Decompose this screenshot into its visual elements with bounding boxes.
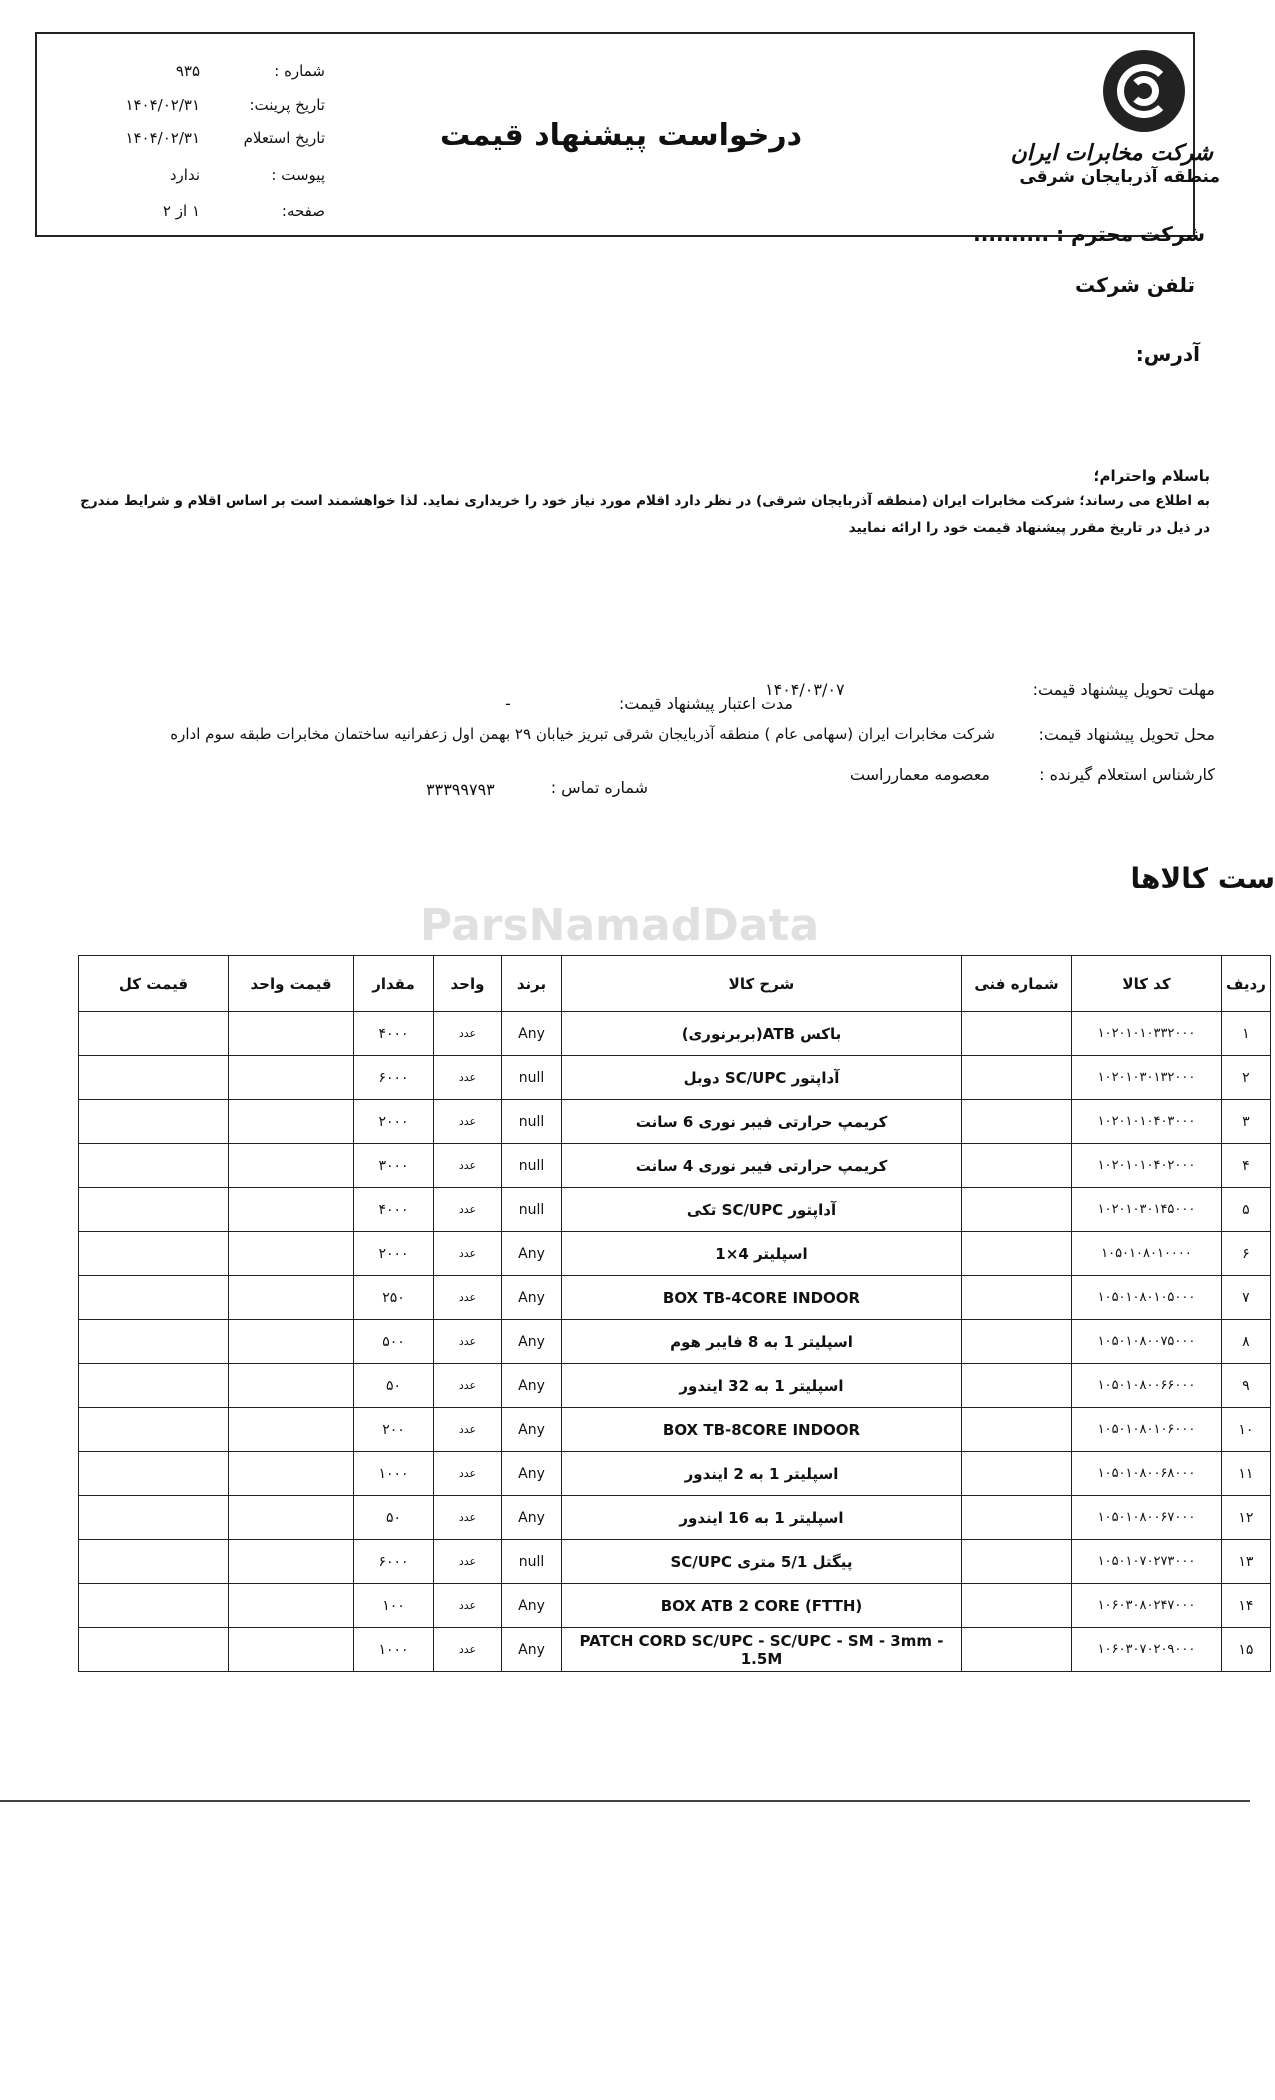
cell-desc: PATCH CORD SC/UPC - SC/UPC - SM - 3mm - 1.5M: [562, 1628, 962, 1672]
table-row: [79, 1496, 1271, 1540]
cell-brand: null: [502, 1056, 562, 1100]
cell-unit: عدد: [434, 1628, 502, 1672]
cell-row: ۷: [1222, 1276, 1271, 1320]
cell-desc: کریمپ حرارتی فیبر نوری 6 سانت: [562, 1100, 962, 1144]
header-code: کد کالا: [1072, 956, 1222, 1012]
cell-qty: ۴۰۰۰: [354, 1188, 434, 1232]
cell-row: ۲: [1222, 1056, 1271, 1100]
header-brand: برند: [502, 956, 562, 1012]
cell-total: [79, 1188, 229, 1232]
cell-code: ۱۰۲۰۱۰۱۰۴۰۲۰۰۰: [1072, 1144, 1222, 1188]
cell-unit: عدد: [434, 1452, 502, 1496]
cell-row: ۱۴: [1222, 1584, 1271, 1628]
cell-code: ۱۰۶۰۳۰۷۰۲۰۹۰۰۰: [1072, 1628, 1222, 1672]
cell-brand: Any: [502, 1452, 562, 1496]
cell-brand: Any: [502, 1628, 562, 1672]
cell-desc: اسپلیتر 4×1: [562, 1232, 962, 1276]
cell-unit: عدد: [434, 1320, 502, 1364]
cell-qty: ۴۰۰۰: [354, 1012, 434, 1056]
cell-unit-price: [229, 1100, 354, 1144]
cell-unit-price: [229, 1144, 354, 1188]
delivery-label: محل تحویل پیشنهاد قیمت:: [1038, 725, 1215, 744]
watermark: ParsNamadData: [420, 900, 820, 951]
cell-total: [79, 1452, 229, 1496]
cell-desc: BOX TB-8CORE INDOOR: [562, 1408, 962, 1452]
cell-unit: عدد: [434, 1232, 502, 1276]
meta-label: شماره :: [274, 62, 325, 80]
cell-unit-price: [229, 1496, 354, 1540]
cell-total: [79, 1232, 229, 1276]
cell-brand: null: [502, 1100, 562, 1144]
cell-tech: [962, 1496, 1072, 1540]
cell-desc: کریمپ حرارتی فیبر نوری 4 سانت: [562, 1144, 962, 1188]
cell-brand: Any: [502, 1012, 562, 1056]
header-row: ردیف: [1222, 956, 1271, 1012]
cell-code: ۱۰۵۰۱۰۷۰۲۷۳۰۰۰: [1072, 1540, 1222, 1584]
cell-total: [79, 1628, 229, 1672]
meta-label: پیوست :: [271, 166, 325, 184]
cell-total: [79, 1100, 229, 1144]
cell-desc: اسپلیتر 1 به 8 فایبر هوم: [562, 1320, 962, 1364]
items-table: [78, 955, 1271, 1672]
cell-qty: ۶۰۰۰: [354, 1056, 434, 1100]
cell-desc: آداپتور SC/UPC دوبل: [562, 1056, 962, 1100]
cell-unit: عدد: [434, 1364, 502, 1408]
cell-total: [79, 1320, 229, 1364]
cell-total: [79, 1144, 229, 1188]
cell-row: ۳: [1222, 1100, 1271, 1144]
cell-unit: عدد: [434, 1144, 502, 1188]
cell-total: [79, 1540, 229, 1584]
cell-qty: ۵۰۰: [354, 1320, 434, 1364]
cell-unit-price: [229, 1232, 354, 1276]
cell-tech: [962, 1584, 1072, 1628]
table-row: [79, 1012, 1271, 1056]
cell-row: ۴: [1222, 1144, 1271, 1188]
greeting: باسلام واحترام؛: [1093, 467, 1210, 485]
cell-unit-price: [229, 1188, 354, 1232]
cell-unit-price: [229, 1452, 354, 1496]
cell-code: ۱۰۵۰۱۰۸۰۰۶۷۰۰۰: [1072, 1496, 1222, 1540]
cell-total: [79, 1364, 229, 1408]
divider: [0, 1800, 1250, 1802]
cell-tech: [962, 1056, 1072, 1100]
cell-unit: عدد: [434, 1584, 502, 1628]
table-row: [79, 1364, 1271, 1408]
cell-qty: ۲۵۰: [354, 1276, 434, 1320]
table-row: [79, 1276, 1271, 1320]
cell-row: ۱: [1222, 1012, 1271, 1056]
cell-row: ۱۳: [1222, 1540, 1271, 1584]
cell-unit-price: [229, 1320, 354, 1364]
table-row: [79, 1452, 1271, 1496]
cell-qty: ۶۰۰۰: [354, 1540, 434, 1584]
cell-brand: Any: [502, 1408, 562, 1452]
cell-row: ۱۱: [1222, 1452, 1271, 1496]
table-row: [79, 1056, 1271, 1100]
cell-unit-price: [229, 1012, 354, 1056]
recipient-phone-label: تلفن شرکت: [1075, 273, 1195, 297]
table-row: [79, 1320, 1271, 1364]
cell-brand: Any: [502, 1496, 562, 1540]
cell-code: ۱۰۵۰۱۰۸۰۱۰۰۰۰: [1072, 1232, 1222, 1276]
cell-qty: ۲۰۰: [354, 1408, 434, 1452]
document-title: درخواست پیشنهاد قیمت: [440, 118, 803, 153]
meta-label: صفحه:: [281, 202, 325, 220]
company-region: منطقه آذربایجان شرقی: [1019, 167, 1220, 187]
meta-label: تاریخ استعلام: [243, 129, 325, 147]
cell-brand: null: [502, 1144, 562, 1188]
cell-unit-price: [229, 1276, 354, 1320]
deadline-label: مهلت تحویل پیشنهاد قیمت:: [1032, 680, 1215, 699]
cell-qty: ۲۰۰۰: [354, 1232, 434, 1276]
cell-code: ۱۰۲۰۱۰۳۰۱۳۲۰۰۰: [1072, 1056, 1222, 1100]
recipient-company-label: شرکت محترم : ..........: [973, 222, 1205, 246]
cell-row: ۸: [1222, 1320, 1271, 1364]
cell-unit: عدد: [434, 1100, 502, 1144]
meta-value: ۱ از ۲: [162, 202, 200, 220]
header-desc: شرح کالا: [562, 956, 962, 1012]
cell-brand: Any: [502, 1276, 562, 1320]
expert-phone-value: ۳۳۳۹۹۷۹۳: [426, 780, 495, 799]
cell-qty: ۱۰۰۰: [354, 1628, 434, 1672]
cell-tech: [962, 1320, 1072, 1364]
cell-code: ۱۰۲۰۱۰۳۰۱۴۵۰۰۰: [1072, 1188, 1222, 1232]
cell-tech: [962, 1364, 1072, 1408]
table-row: [79, 1540, 1271, 1584]
cell-code: ۱۰۵۰۱۰۸۰۰۷۵۰۰۰: [1072, 1320, 1222, 1364]
cell-total: [79, 1408, 229, 1452]
cell-desc: اسپلیتر 1 به 16 ایندور: [562, 1496, 962, 1540]
cell-unit: عدد: [434, 1496, 502, 1540]
company-name: شرکت مخابرات ایران: [1010, 140, 1213, 166]
cell-total: [79, 1276, 229, 1320]
table-row: [79, 1628, 1271, 1672]
cell-code: ۱۰۵۰۱۰۸۰۱۰۵۰۰۰: [1072, 1276, 1222, 1320]
header-tech: شماره فنی: [962, 956, 1072, 1012]
cell-code: ۱۰۵۰۱۰۸۰۰۶۶۰۰۰: [1072, 1364, 1222, 1408]
cell-unit: عدد: [434, 1276, 502, 1320]
cell-brand: Any: [502, 1232, 562, 1276]
cell-desc: باکس ATB(بربرنوری): [562, 1012, 962, 1056]
cell-code: ۱۰۲۰۱۰۱۰۴۰۳۰۰۰: [1072, 1100, 1222, 1144]
cell-total: [79, 1584, 229, 1628]
cell-code: ۱۰۲۰۱۰۱۰۳۳۲۰۰۰: [1072, 1012, 1222, 1056]
cell-tech: [962, 1100, 1072, 1144]
cell-desc: BOX TB-4CORE INDOOR: [562, 1276, 962, 1320]
table-row: [79, 1584, 1271, 1628]
cell-tech: [962, 1232, 1072, 1276]
delivery-value: شرکت مخابرات ایران (سهامی عام ) منطقه آذربایجان شرقی تبریز خیابان ۲۹ بهمن اول زعفرانیه ساختمان مخابرات طبقه سوم اداره: [170, 725, 995, 743]
cell-row: ۱۰: [1222, 1408, 1271, 1452]
cell-desc: پیگتل 5/1 متری SC/UPC: [562, 1540, 962, 1584]
body-line-2: در ذیل در تاریخ مقرر پیشنهاد قیمت خود را ارائه نمایید: [848, 520, 1210, 536]
table-row: [79, 1100, 1271, 1144]
cell-tech: [962, 1188, 1072, 1232]
cell-desc: آداپتور SC/UPC تکی: [562, 1188, 962, 1232]
cell-row: ۱۵: [1222, 1628, 1271, 1672]
cell-tech: [962, 1408, 1072, 1452]
cell-unit-price: [229, 1408, 354, 1452]
cell-total: [79, 1496, 229, 1540]
cell-qty: ۳۰۰۰: [354, 1144, 434, 1188]
header-total: قیمت کل: [79, 956, 229, 1012]
cell-brand: Any: [502, 1364, 562, 1408]
cell-unit-price: [229, 1540, 354, 1584]
cell-unit-price: [229, 1364, 354, 1408]
cell-tech: [962, 1276, 1072, 1320]
cell-unit: عدد: [434, 1408, 502, 1452]
cell-desc: اسپلیتر 1 به 2 ایندور: [562, 1452, 962, 1496]
cell-total: [79, 1056, 229, 1100]
cell-unit: عدد: [434, 1056, 502, 1100]
cell-code: ۱۰۶۰۳۰۸۰۲۴۷۰۰۰: [1072, 1584, 1222, 1628]
cell-tech: [962, 1540, 1072, 1584]
cell-code: ۱۰۵۰۱۰۸۰۱۰۶۰۰۰: [1072, 1408, 1222, 1452]
validity-value: -: [505, 694, 511, 713]
cell-unit-price: [229, 1628, 354, 1672]
deadline-value: ۱۴۰۴/۰۳/۰۷: [765, 680, 845, 699]
body-line-1: به اطلاع می رساند؛ شرکت مخابرات ایران (منطقه آذربایجان شرقی) در نظر دارد اقلام مورد نیاز خود را خریداری نماید. لذا خواهشمند است بر اساس اقلام و شرایط مندرج: [80, 493, 1210, 509]
cell-unit: عدد: [434, 1540, 502, 1584]
cell-desc: اسپلیتر 1 به 32 ایندور: [562, 1364, 962, 1408]
validity-label: مدت اعتبار پیشنهاد قیمت:: [618, 694, 793, 713]
cell-qty: ۵۰: [354, 1496, 434, 1540]
cell-tech: [962, 1144, 1072, 1188]
cell-unit-price: [229, 1056, 354, 1100]
meta-value: ۱۴۰۴/۰۲/۳۱: [125, 129, 200, 147]
recipient-address-label: آدرس:: [1135, 342, 1200, 366]
cell-brand: null: [502, 1188, 562, 1232]
expert-label: کارشناس استعلام گیرنده :: [1039, 765, 1215, 784]
table-header-row: [79, 956, 1271, 1012]
cell-tech: [962, 1012, 1072, 1056]
cell-code: ۱۰۵۰۱۰۸۰۰۶۸۰۰۰: [1072, 1452, 1222, 1496]
header-unit: واحد: [434, 956, 502, 1012]
table-row: [79, 1408, 1271, 1452]
cell-row: ۶: [1222, 1232, 1271, 1276]
expert-value: معصومه معمارراست: [849, 765, 990, 784]
company-logo-icon: [1103, 50, 1185, 132]
table-row: [79, 1188, 1271, 1232]
cell-total: [79, 1012, 229, 1056]
cell-row: ۹: [1222, 1364, 1271, 1408]
meta-value: ۱۴۰۴/۰۲/۳۱: [125, 96, 200, 114]
expert-phone-label: شماره تماس :: [550, 778, 648, 797]
cell-qty: ۲۰۰۰: [354, 1100, 434, 1144]
items-section-title: ست کالاها: [1130, 862, 1275, 895]
meta-value: ندارد: [169, 166, 200, 184]
meta-label: تاریخ پرینت:: [249, 96, 325, 114]
cell-desc: (BOX ATB 2 CORE (FTTH: [562, 1584, 962, 1628]
cell-qty: ۵۰: [354, 1364, 434, 1408]
header-unit-price: قیمت واحد: [229, 956, 354, 1012]
cell-brand: Any: [502, 1320, 562, 1364]
cell-row: ۱۲: [1222, 1496, 1271, 1540]
cell-unit: عدد: [434, 1012, 502, 1056]
cell-brand: null: [502, 1540, 562, 1584]
cell-row: ۵: [1222, 1188, 1271, 1232]
cell-brand: Any: [502, 1584, 562, 1628]
cell-tech: [962, 1452, 1072, 1496]
cell-qty: ۱۰۰۰: [354, 1452, 434, 1496]
table-row: [79, 1232, 1271, 1276]
table-row: [79, 1144, 1271, 1188]
cell-unit: عدد: [434, 1188, 502, 1232]
header-qty: مقدار: [354, 956, 434, 1012]
meta-value: ۹۳۵: [175, 62, 200, 80]
cell-qty: ۱۰۰: [354, 1584, 434, 1628]
cell-unit-price: [229, 1584, 354, 1628]
cell-tech: [962, 1628, 1072, 1672]
